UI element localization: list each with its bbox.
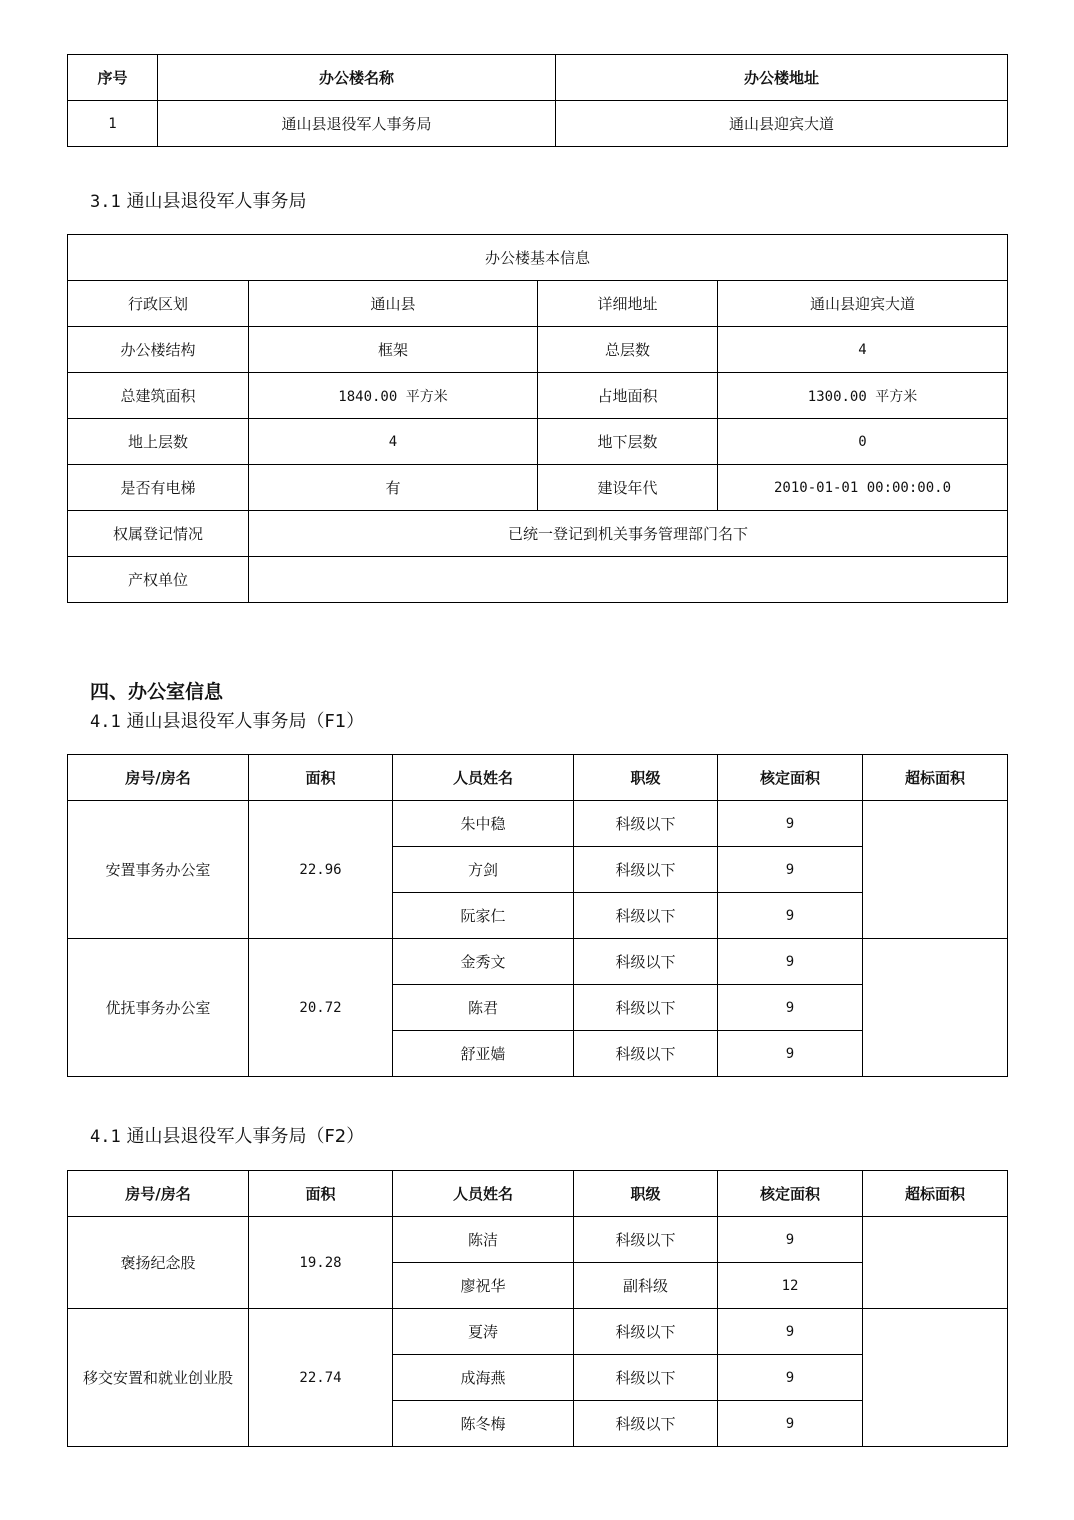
- staff-name-cell: 金秀文: [393, 939, 574, 985]
- value-cell: 4: [249, 419, 538, 465]
- staff-name-cell: 陈冬梅: [393, 1401, 574, 1447]
- header-cell: 房号/房名: [68, 755, 249, 801]
- table-row: [68, 557, 1008, 603]
- label-cell: 地下层数: [538, 419, 718, 465]
- value-cell: [249, 557, 1008, 603]
- table-row: [68, 465, 1008, 511]
- staff-rank-cell: 科级以下: [574, 893, 718, 939]
- staff-name-cell: 方剑: [393, 847, 574, 893]
- table-header-row: [68, 1171, 1008, 1217]
- room-area-cell: 20.72: [249, 939, 393, 1077]
- over-area-cell: [863, 1309, 1008, 1447]
- table-row: [68, 373, 1008, 419]
- staff-rank-cell: 科级以下: [574, 847, 718, 893]
- section-number: 3.1: [90, 192, 121, 212]
- header-cell: 人员姓名: [393, 1171, 574, 1217]
- value-cell: 已统一登记到机关事务管理部门名下: [249, 511, 1008, 557]
- header-cell: 职级: [574, 1171, 718, 1217]
- header-cell: 面积: [249, 1171, 393, 1217]
- section-4-1-f2-heading: [90, 1122, 364, 1148]
- label-cell: 产权单位: [68, 557, 249, 603]
- office-table-f2: [67, 1170, 1008, 1447]
- room-area-cell: 19.28: [249, 1217, 393, 1309]
- table-header-row: [68, 755, 1008, 801]
- label-cell: 是否有电梯: [68, 465, 249, 511]
- label-cell: 总建筑面积: [68, 373, 249, 419]
- cell-index: 1: [68, 101, 158, 147]
- header-cell: 序号: [68, 55, 158, 101]
- header-cell: 超标面积: [863, 755, 1008, 801]
- staff-rank-cell: 科级以下: [574, 1031, 718, 1077]
- header-cell: 面积: [249, 755, 393, 801]
- cell-building-name: 通山县退役军人事务局: [158, 101, 556, 147]
- header-cell: 超标面积: [863, 1171, 1008, 1217]
- value-cell: 1300.00 平方米: [718, 373, 1008, 419]
- section-number: 4.1: [90, 1127, 121, 1147]
- value-cell: 通山县迎宾大道: [718, 281, 1008, 327]
- quota-area-cell: 9: [718, 1309, 863, 1355]
- room-name-cell: 移交安置和就业创业股: [68, 1309, 249, 1447]
- label-cell: 建设年代: [538, 465, 718, 511]
- section-title: 通山县退役军人事务局（F2）: [126, 1126, 365, 1147]
- label-cell: 地上层数: [68, 419, 249, 465]
- table-row: [68, 1309, 1008, 1355]
- table-caption-row: [68, 235, 1008, 281]
- staff-name-cell: 陈洁: [393, 1217, 574, 1263]
- quota-area-cell: 9: [718, 939, 863, 985]
- header-cell: 办公楼名称: [158, 55, 556, 101]
- value-cell: 4: [718, 327, 1008, 373]
- staff-rank-cell: 科级以下: [574, 985, 718, 1031]
- section-3-1-heading: [90, 187, 306, 213]
- label-cell: 办公楼结构: [68, 327, 249, 373]
- staff-rank-cell: 科级以下: [574, 1401, 718, 1447]
- staff-rank-cell: 科级以下: [574, 1355, 718, 1401]
- label-cell: 占地面积: [538, 373, 718, 419]
- staff-rank-cell: 科级以下: [574, 1309, 718, 1355]
- table-row: [68, 801, 1008, 847]
- quota-area-cell: 9: [718, 801, 863, 847]
- value-cell: 2010-01-01 00:00:00.0: [718, 465, 1008, 511]
- staff-name-cell: 廖祝华: [393, 1263, 574, 1309]
- table-caption: 办公楼基本信息: [68, 235, 1008, 281]
- quota-area-cell: 9: [718, 847, 863, 893]
- staff-name-cell: 陈君: [393, 985, 574, 1031]
- quota-area-cell: 9: [718, 1031, 863, 1077]
- label-cell: 权属登记情况: [68, 511, 249, 557]
- staff-rank-cell: 副科级: [574, 1263, 718, 1309]
- label-cell: 总层数: [538, 327, 718, 373]
- room-area-cell: 22.96: [249, 801, 393, 939]
- staff-rank-cell: 科级以下: [574, 939, 718, 985]
- cell-building-address: 通山县迎宾大道: [556, 101, 1008, 147]
- label-cell: 行政区划: [68, 281, 249, 327]
- room-name-cell: 安置事务办公室: [68, 801, 249, 939]
- section-4-heading: 四、办公室信息: [90, 681, 224, 703]
- room-area-cell: 22.74: [249, 1309, 393, 1447]
- value-cell: 有: [249, 465, 538, 511]
- staff-rank-cell: 科级以下: [574, 1217, 718, 1263]
- section-title: 通山县退役军人事务局: [126, 191, 307, 212]
- section-4-1-f1-heading: [90, 707, 364, 733]
- header-cell: 核定面积: [718, 755, 863, 801]
- staff-name-cell: 舒亚嫱: [393, 1031, 574, 1077]
- table-row: [68, 327, 1008, 373]
- header-cell: 职级: [574, 755, 718, 801]
- staff-name-cell: 阮家仁: [393, 893, 574, 939]
- over-area-cell: [863, 1217, 1008, 1309]
- quota-area-cell: 9: [718, 1217, 863, 1263]
- table-row: [68, 101, 1008, 147]
- table-row: [68, 1217, 1008, 1263]
- staff-name-cell: 朱中稳: [393, 801, 574, 847]
- value-cell: 1840.00 平方米: [249, 373, 538, 419]
- basic-info-table: [67, 234, 1008, 603]
- office-table-f1: [67, 754, 1008, 1077]
- building-list-table: [67, 54, 1008, 147]
- value-cell: 框架: [249, 327, 538, 373]
- label-cell: 详细地址: [538, 281, 718, 327]
- staff-rank-cell: 科级以下: [574, 801, 718, 847]
- quota-area-cell: 12: [718, 1263, 863, 1309]
- room-name-cell: 褒扬纪念股: [68, 1217, 249, 1309]
- table-row: [68, 939, 1008, 985]
- staff-name-cell: 成海燕: [393, 1355, 574, 1401]
- quota-area-cell: 9: [718, 893, 863, 939]
- quota-area-cell: 9: [718, 1401, 863, 1447]
- section-number: 4.1: [90, 712, 121, 732]
- over-area-cell: [863, 801, 1008, 939]
- quota-area-cell: 9: [718, 985, 863, 1031]
- header-cell: 办公楼地址: [556, 55, 1008, 101]
- section-title: 通山县退役军人事务局（F1）: [126, 711, 365, 732]
- table-row: [68, 511, 1008, 557]
- over-area-cell: [863, 939, 1008, 1077]
- header-cell: 房号/房名: [68, 1171, 249, 1217]
- quota-area-cell: 9: [718, 1355, 863, 1401]
- room-name-cell: 优抚事务办公室: [68, 939, 249, 1077]
- header-cell: 人员姓名: [393, 755, 574, 801]
- table-row: [68, 419, 1008, 465]
- value-cell: 0: [718, 419, 1008, 465]
- table-header-row: [68, 55, 1008, 101]
- table-row: [68, 281, 1008, 327]
- staff-name-cell: 夏涛: [393, 1309, 574, 1355]
- value-cell: 通山县: [249, 281, 538, 327]
- header-cell: 核定面积: [718, 1171, 863, 1217]
